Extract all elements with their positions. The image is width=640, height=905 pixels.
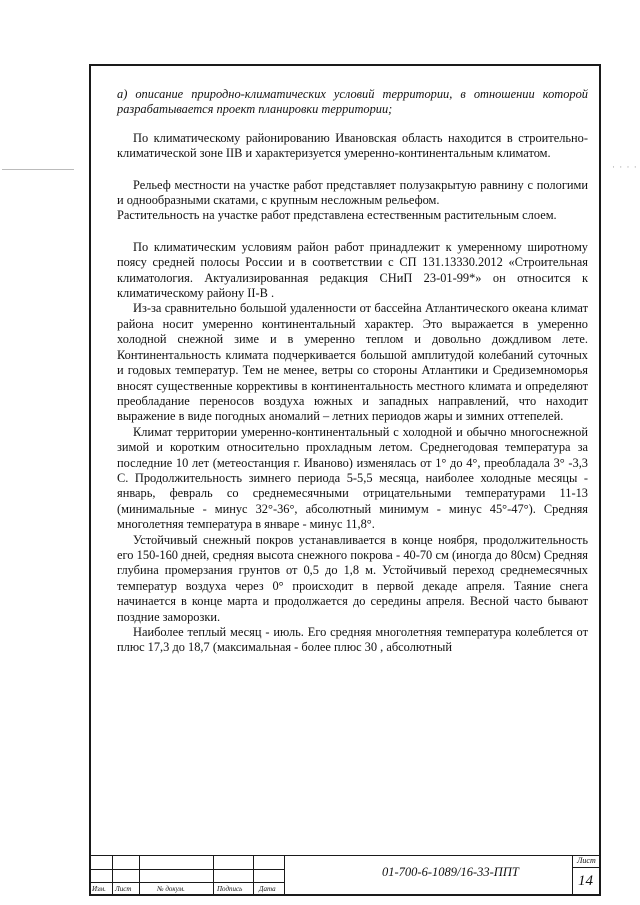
stamp-line [89, 855, 601, 856]
stamp-col-doc: № докум. [157, 885, 185, 893]
paragraph-climate-region: По климатическим условиям район работ принадлежит к умеренному широтному поясу средней полосы России и в соответствии с СП 131.13330.2012 «Строительная климатология. Актуализированная редакция СНиП 23-01-99*» он относится к климатическому району II-В . [117, 239, 588, 301]
stamp-line [139, 855, 140, 896]
stamp-line [572, 867, 601, 868]
paragraph-climate-zone: По климатическому районированию Ивановская область находится в строительно-климатической зоне IIВ и характеризуется умеренно-континентальным климатом. [117, 130, 588, 161]
stamp-col-list: Лист [115, 885, 132, 893]
stamp-line [213, 855, 214, 896]
stamp-line [284, 855, 285, 896]
title-block [89, 855, 601, 896]
paragraph-continentality: Из-за сравнительно большой удаленности от бассейна Атлантического океана климат района носит умеренно континентальный характер. Это выражается в умеренно холодной снежной зиме и в умеренно теплом и довольно дождливом лете. Континентальность климата подчеркивается большой амплитудой колебаний суточных и годовых температур. Тем не менее, ветры со стороны Атлантики и Средиземноморья вносят существенные коррективы в континентальность местного климата и определяют преобладание переносов воздуха южных и западных направлений, что находит выражение в виде погодных аномалий – летних периодов жары и зимних оттепелей. [117, 301, 588, 424]
section-heading: а) описание природно-климатических условий территории, в отношении которой разрабатывается проект планировки территории; [117, 87, 588, 117]
stamp-col-date: Дата [259, 885, 276, 893]
margin-dots: · · · · [612, 162, 638, 172]
paragraph-snow-cover: Устойчивый снежный покров устанавливается в конце ноября, продолжительность его 150-160 дней, средняя высота снежного покрова - 40-70 см (иногда до 80см) Средняя глубина промерзания грунтов от 0,5 до 1,8 м. Устойчивый переход среднемесячных температур воздуха через 0° происходит в первой декаде апреля. Таяние снега начинается в конце марта и продолжается до середины апреля. Весной часто бывают поздние заморозки. [117, 532, 588, 624]
stamp-col-izm: Изм. [92, 885, 106, 893]
paragraph-temperature: Климат территории умеренно-континентальный с холодной и обычно многоснежной зимой и коротким относительно прохладным летом. Среднегодовая температура за последние 10 лет (метеостанция г. Иваново) изменялась от 1° до 4°, преобладала 3° -3,3 С. Продолжительность зимнего периода 5-5,5 месяца, наиболее холодные месяцы - январь, февраль со среднемесячными отрицательными температурами 11-13 (минимальные - минус 32°-36°, абсолютный минимум - минус 45°-47°). Средняя многолетняя температура в январе - минус 11,8°. [117, 424, 588, 532]
sheet-number: 14 [578, 873, 593, 889]
stamp-line [89, 882, 284, 883]
stamp-line [253, 855, 254, 896]
paragraph-relief: Рельеф местности на участке работ представляет полузакрытую равнину с пологими и однообразными скатами, с крупным несложным рельефом. [117, 177, 588, 208]
stamp-line [572, 855, 573, 896]
stamp-col-sign: Подпись [217, 885, 243, 893]
paragraph-vegetation: Растительность на участке работ представлена естественным растительным слоем. [117, 208, 557, 223]
paragraph-warmest-month: Наиболее теплый месяц - июль. Его средняя многолетняя температура колеблется от плюс 17,3 до 18,7 (максимальная - более плюс 30 , абсолютный [117, 625, 588, 655]
stamp-line [89, 869, 284, 870]
margin-line [2, 169, 74, 170]
stamp-line [112, 855, 113, 896]
sheet-label: Лист [577, 856, 596, 865]
document-body [117, 87, 588, 656]
document-number: 01-700-6-1089/16-33-ППТ [382, 865, 519, 879]
